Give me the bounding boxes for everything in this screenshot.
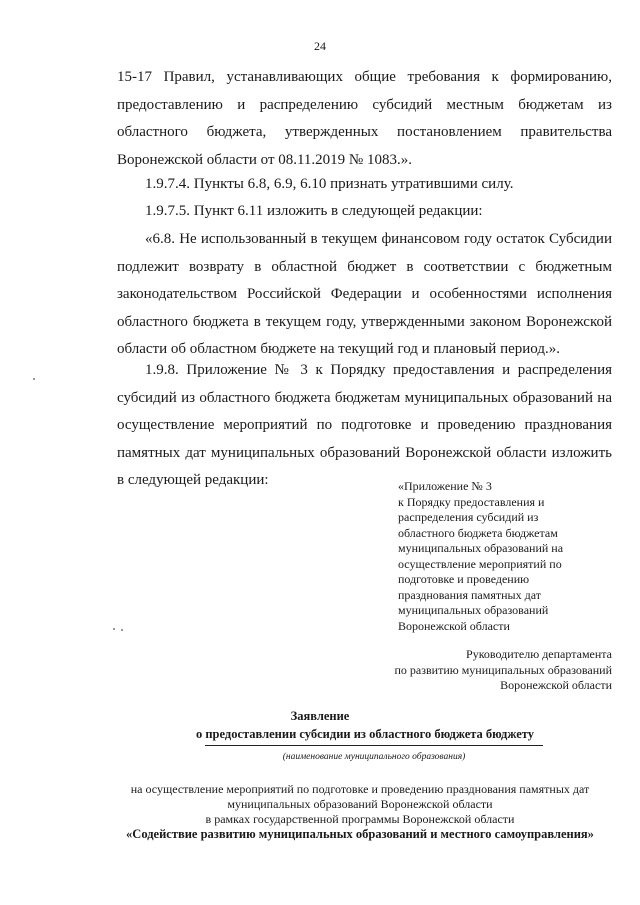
scan-speck xyxy=(121,629,123,631)
appendix-line: Воронежской области xyxy=(398,618,510,633)
page-number: 24 xyxy=(314,39,326,53)
appendix-line: празднования памятных дат xyxy=(398,587,541,602)
fill-in-hint: (наименование муниципального образования) xyxy=(282,752,466,762)
addressee-line: Руководителю департамента xyxy=(466,647,612,661)
purpose-line: на осуществление мероприятий по подготовке и проведению празднования памятных дат xyxy=(130,782,590,796)
paragraph-1-9-8: 1.9.8. Приложение № 3 к Порядку предоставления и распределения субсидий из областного бюджета бюджетам муниципальных образований на осуществление мероприятий по подготовке и проведению празднования памятных дат муниципальных образований Воронежской области изложить в следующей редакции: xyxy=(117,362,612,488)
addressee-block xyxy=(312,647,612,694)
appendix-line: муниципальных образований на xyxy=(398,541,564,555)
appendix-line: подготовке и проведению xyxy=(398,572,530,586)
appendix-line: распределения субсидий из xyxy=(398,510,539,524)
paragraph-1-9-7-4: 1.9.7.4. Пункты 6.8, 6.9, 6.10 признать утратившими силу. xyxy=(145,176,514,192)
appendix-header xyxy=(398,479,608,634)
purpose-line: в рамках государственной программы Воронежской области xyxy=(205,812,515,826)
paragraph-1-9-7-5: 1.9.7.5. Пункт 6.11 изложить в следующей редакции: xyxy=(145,203,483,219)
statement-purpose xyxy=(100,782,620,827)
statement-title: Заявление xyxy=(290,709,350,723)
addressee-line: по развитию муниципальных образований xyxy=(394,662,612,677)
statement-subtitle: о предоставлении субсидии из областного бюджета бюджету xyxy=(195,727,535,741)
appendix-line: муниципальных образований xyxy=(398,603,549,617)
appendix-line: областного бюджета бюджетам xyxy=(398,525,558,540)
appendix-line: к Порядку предоставления и xyxy=(398,494,545,509)
paragraph-rules-reference: 15-17 Правил, устанавливающих общие требования к формированию, предоставлению и распределению субсидий местным бюджетам из областного бюджета, утвержденных постановлением правительства Воронежской области от 08.11.2019 № 1083.». xyxy=(117,69,612,168)
addressee-line: Воронежской области xyxy=(500,678,612,692)
appendix-line: осуществление мероприятий по xyxy=(398,556,562,571)
appendix-line: «Приложение № 3 xyxy=(398,479,492,493)
fill-in-line xyxy=(205,745,543,746)
scan-speck xyxy=(33,378,35,380)
paragraph-6-8-quote: «6.8. Не использованный в текущем финансовом году остаток Субсидии подлежит возврату в областной бюджет в соответствии с бюджетным законодательством Российской Федерации и особенностями исполнения областного бюджета в текущем году, утвержденными законом Воронежской области об областном бюджете на текущий год и плановый период.». xyxy=(117,231,612,357)
program-name: «Содействие развитию муниципальных образований и местного самоуправления» xyxy=(126,827,594,841)
scan-speck xyxy=(113,628,115,630)
purpose-line: муниципальных образований Воронежской области xyxy=(227,797,493,811)
